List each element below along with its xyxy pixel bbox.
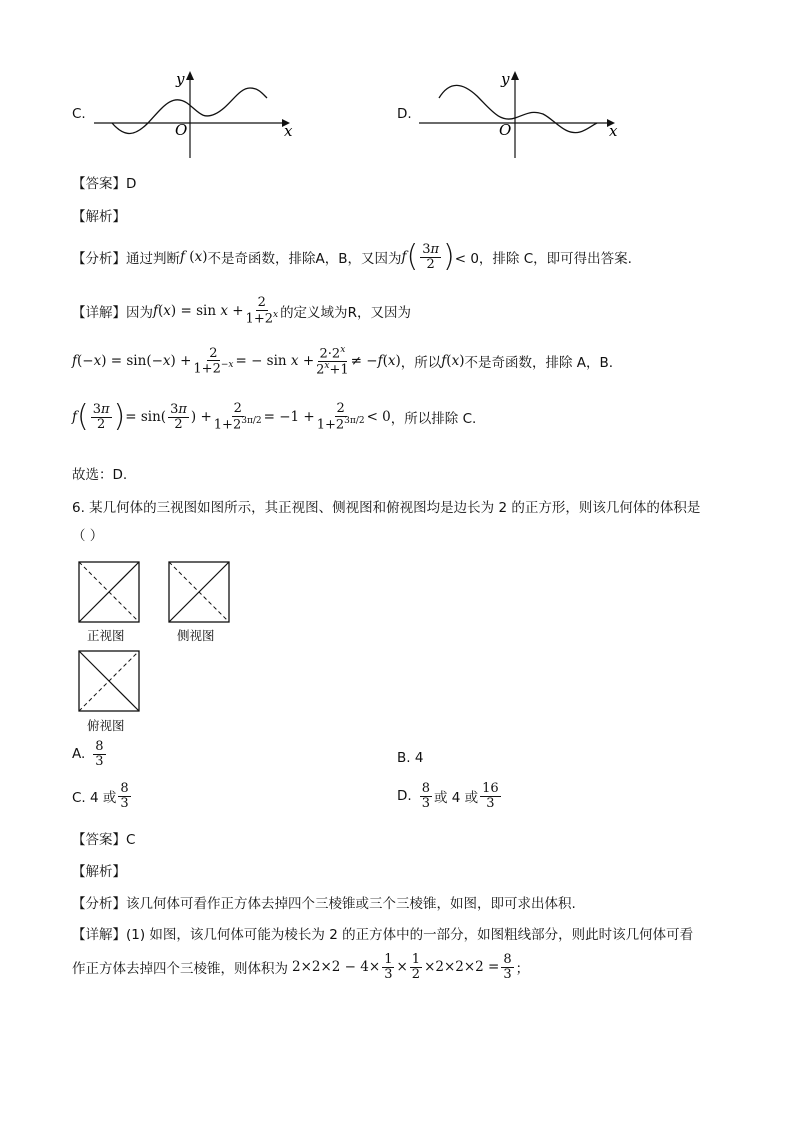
fenxi-1: 【分析】 通过判断 f (x) 不是奇函数，排除 A，B，又因为 f ( $\frac{3\pi}{2}$ ) < 0，排除 C，即可得出答案. [72, 239, 632, 274]
fenxi-2: 【分析】该几何体可看作正方体去掉四个三棱锥或三个三棱锥，如图，即可求出体积. [72, 896, 576, 912]
svg-text:O: O [499, 121, 512, 139]
line-f-neg-x: f(−x) = sin(−x) + $\frac{2}{1+2^{-x}}$ = − sin x + $\frac{2\cdot 2^x}{2^x+1}$ ≠ −f(x) ，所以 f(x) 不是奇函数，排除 A，B. [72, 345, 614, 378]
y-axis-label: y [176, 70, 185, 88]
svg-text:y: y [501, 70, 510, 88]
xiangjie-1: 【详解】 因为 f(x) = sin x + $\frac{2}{1+2^x}$ 的定义域为 R，又因为 [72, 295, 411, 326]
side-view [168, 561, 230, 623]
choose-1: 故选：D. [72, 467, 128, 483]
analysis-1-title: 【解析】 [72, 209, 126, 225]
x-axis-label: x [284, 122, 293, 140]
option-d-label: D. [397, 106, 412, 122]
option-d: D. $\frac{8}{3}$ 或 4 或 $\frac{16}{3}$ [397, 781, 499, 811]
line-f-3pi: f ( $\frac{3\pi}{2}$ ) = sin( $\frac{3\pi}{2}$ ) + $\frac{2}{1+2^{3\pi/2}}$ = −1 + $\frac{2}{1+2^{3\pi/2}}$ < 0 ，所以排除 C. [72, 399, 477, 434]
origin-label: O [175, 121, 188, 139]
front-view [78, 561, 140, 623]
answer-1: 【答案】D [72, 176, 137, 192]
question-6-paren: （ ） [72, 528, 104, 544]
question-6-text: 6. 某几何体的三视图如图所示，其正视图、侧视图和俯视图均是边长为 2 的正方形，则该几何体的体积是 [72, 500, 701, 516]
front-view-label: 正视图 [87, 628, 125, 643]
xiangjie-2-line2: 作正方体去掉四个三棱锥，则体积为 2×2×2 − 4× $\frac{1}{3}$ × $\frac{1}{2}$ ×2×2×2 = $\frac{8}{3}$ ； [72, 952, 530, 982]
svg-text:x: x [609, 122, 618, 140]
side-view-label: 侧视图 [177, 628, 215, 643]
option-b: B. 4 [397, 750, 424, 766]
option-c-label: C. [72, 106, 86, 122]
option-a: A. $\frac{8}{3}$ [72, 739, 104, 769]
graph-c [90, 68, 300, 160]
graph-d [415, 68, 625, 160]
analysis-2-title: 【解析】 [72, 864, 126, 880]
xiangjie-2-line1: 【详解】(1) 如图，该几何体可能为棱长为 2 的正方体中的一部分，如图粗线部分，则此时该几何体可看 [72, 927, 694, 943]
option-c: C. 4 或 $\frac{8}{3}$ [72, 781, 129, 811]
top-view [78, 650, 140, 712]
answer-2: 【答案】C [72, 832, 136, 848]
top-view-label: 俯视图 [87, 718, 125, 733]
